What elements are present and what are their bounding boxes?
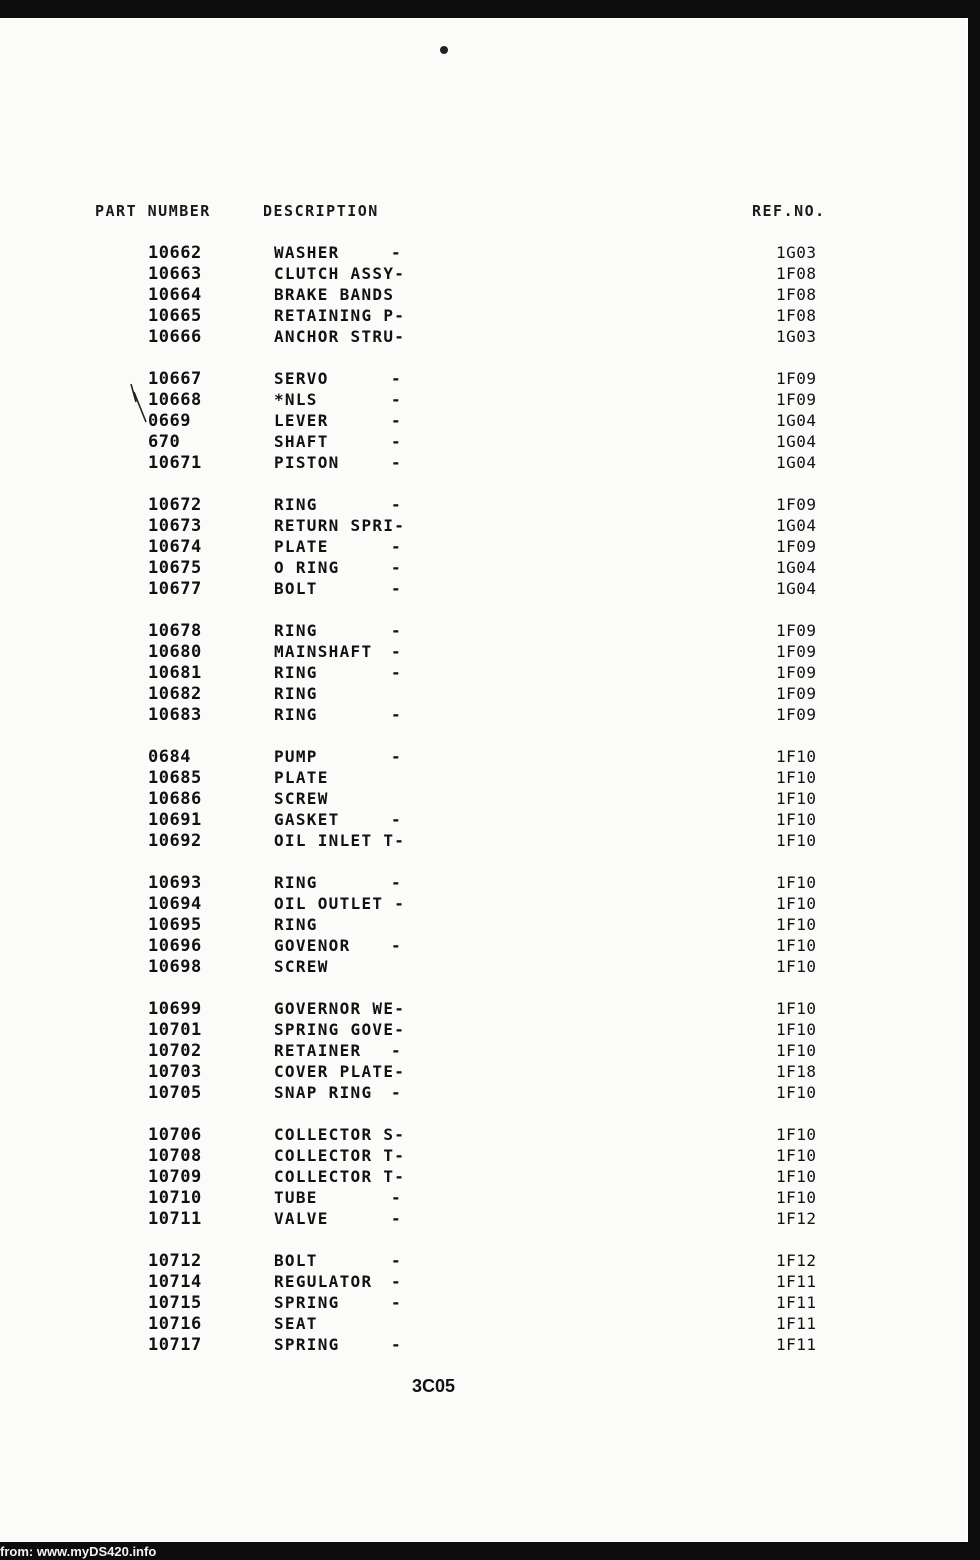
table-row [0,495,966,516]
part-number-cell: 10680 [148,642,202,662]
description-cell: RETURN SPRI- [274,516,406,535]
table-row [0,411,966,432]
description-cell: SERVO [274,369,329,388]
ref-no-cell: 1F09 [776,684,817,703]
ref-no-cell: 1G04 [776,579,817,598]
ref-no-cell: 1F18 [776,1062,817,1081]
part-number-cell: 10692 [148,831,202,851]
page-code: 3C05 [412,1376,456,1396]
table-row [0,663,966,684]
ref-no-cell: 1F10 [776,1167,817,1186]
table-row [0,789,966,810]
description-cell: COLLECTOR T- [274,1167,406,1186]
part-number-cell: 10693 [148,873,202,893]
table-row [0,390,966,411]
part-number-cell: 10701 [148,1020,202,1040]
part-number-cell: 10678 [148,621,202,641]
description-cell: BOLT [274,579,318,598]
description-cell: RING [274,621,318,640]
table-row [0,327,966,348]
ref-no-cell: 1F08 [776,306,817,325]
part-number-cell: 10716 [148,1314,202,1334]
continuation-dash: - [391,453,401,472]
ref-no-cell: 1F10 [776,789,817,808]
part-number-cell: 10691 [148,810,202,830]
part-number-cell: 10663 [148,264,202,284]
description-cell: MAINSHAFT [274,642,373,661]
ref-no-cell: 1G04 [776,558,817,577]
ref-no-cell: 1F10 [776,1125,817,1144]
table-row [0,705,966,726]
description-cell: COLLECTOR T- [274,1146,406,1165]
continuation-dash: - [391,747,401,766]
continuation-dash: - [391,495,401,514]
description-cell: PISTON [274,453,340,472]
continuation-dash: - [391,1209,401,1228]
continuation-dash: - [391,243,401,262]
part-number-cell: 10698 [148,957,202,977]
ref-no-cell: 1G04 [776,453,817,472]
column-header-ref-no: REF.NO. [752,202,826,220]
description-cell: WASHER [274,243,340,262]
continuation-dash: - [391,873,401,892]
ref-no-cell: 1F10 [776,999,817,1018]
part-number-cell: 10681 [148,663,202,683]
table-row [0,537,966,558]
table-row [0,243,966,264]
column-header-description: DESCRIPTION [263,202,379,220]
part-number-cell: 10675 [148,558,202,578]
description-cell: LEVER [274,411,329,430]
description-cell: RING [274,495,318,514]
description-cell: ANCHOR STRU- [274,327,406,346]
continuation-dash: - [391,369,401,388]
continuation-dash: - [391,663,401,682]
table-row [0,1062,966,1083]
description-cell: PLATE [274,537,329,556]
ref-no-cell: 1F11 [776,1272,817,1291]
part-number-cell: 10699 [148,999,202,1019]
description-cell: RETAINING P- [274,306,406,325]
table-row [0,1251,966,1272]
continuation-dash: - [391,642,401,661]
part-number-cell: 10712 [148,1251,202,1271]
continuation-dash: - [391,1188,401,1207]
table-row [0,957,966,978]
continuation-dash: - [391,1272,401,1291]
description-cell: SCREW [274,789,329,808]
part-number-cell: 10666 [148,327,202,347]
description-cell: RING [274,663,318,682]
source-watermark: from: www.myDS420.info [0,1544,157,1559]
continuation-dash: - [391,411,401,430]
part-number-cell: 10709 [148,1167,202,1187]
continuation-dash: - [391,621,401,640]
part-number-cell: 10662 [148,243,202,263]
part-number-cell: 10702 [148,1041,202,1061]
part-number-cell: 10694 [148,894,202,914]
table-row [0,306,966,327]
part-number-cell: 10711 [148,1209,202,1229]
description-cell: RING [274,684,318,703]
part-number-cell: 10710 [148,1188,202,1208]
ref-no-cell: 1F09 [776,705,817,724]
description-cell: GOVENOR [274,936,351,955]
part-number-cell: 10706 [148,1125,202,1145]
part-number-cell: 10715 [148,1293,202,1313]
ref-no-cell: 1F08 [776,285,817,304]
table-row [0,1272,966,1293]
hole-punch-dot [440,46,448,54]
ref-no-cell: 1F10 [776,1020,817,1039]
table-row [0,1209,966,1230]
ref-no-cell: 1F09 [776,495,817,514]
description-cell: RING [274,705,318,724]
table-row [0,768,966,789]
table-row [0,579,966,600]
description-cell: SEAT [274,1314,318,1333]
table-row [0,1125,966,1146]
ref-no-cell: 1F10 [776,894,817,913]
part-number-cell: 10695 [148,915,202,935]
ref-no-cell: 1F10 [776,1041,817,1060]
table-row [0,810,966,831]
ref-no-cell: 1F10 [776,873,817,892]
part-number-cell: 10671 [148,453,202,473]
description-cell: PLATE [274,768,329,787]
table-row [0,1146,966,1167]
description-cell: SPRING [274,1293,340,1312]
table-row [0,936,966,957]
description-cell: BOLT [274,1251,318,1270]
description-cell: SNAP RING [274,1083,373,1102]
description-cell: REGULATOR [274,1272,373,1291]
scan-border-right [968,0,980,1560]
ref-no-cell: 1F11 [776,1335,817,1354]
table-row [0,1083,966,1104]
part-number-cell: 10696 [148,936,202,956]
description-cell: *NLS [274,390,318,409]
description-cell: SHAFT [274,432,329,451]
ref-no-cell: 1F09 [776,369,817,388]
ref-no-cell: 1G04 [776,432,817,451]
part-number-cell: 10705 [148,1083,202,1103]
continuation-dash: - [391,1335,401,1354]
ref-no-cell: 1F10 [776,810,817,829]
ref-no-cell: 1G04 [776,411,817,430]
continuation-dash: - [391,432,401,451]
ref-no-cell: 1F10 [776,915,817,934]
continuation-dash: - [391,579,401,598]
table-row [0,1020,966,1041]
part-number-cell: 10682 [148,684,202,704]
description-cell: RING [274,915,318,934]
ref-no-cell: 1F09 [776,642,817,661]
description-cell: OIL INLET T- [274,831,406,850]
description-cell: O RING [274,558,340,577]
part-number-cell: 10665 [148,306,202,326]
description-cell: SPRING GOVE- [274,1020,406,1039]
table-row [0,1314,966,1335]
part-number-cell: 10686 [148,789,202,809]
table-row [0,642,966,663]
description-cell: VALVE [274,1209,329,1228]
part-number-cell: 0684 [148,747,191,767]
description-cell: TUBE [274,1188,318,1207]
ref-no-cell: 1G04 [776,516,817,535]
ref-no-cell: 1F10 [776,747,817,766]
table-row [0,621,966,642]
ref-no-cell: 1F09 [776,390,817,409]
part-number-cell: 10677 [148,579,202,599]
part-number-cell: 670 [148,432,181,452]
table-row [0,873,966,894]
ref-no-cell: 1F11 [776,1293,817,1312]
description-cell: COVER PLATE- [274,1062,406,1081]
description-cell: BRAKE BANDS [274,285,395,304]
description-cell: RETAINER [274,1041,362,1060]
ref-no-cell: 1F10 [776,1083,817,1102]
ref-no-cell: 1F10 [776,1188,817,1207]
part-number-cell: 10708 [148,1146,202,1166]
continuation-dash: - [391,705,401,724]
table-row [0,1167,966,1188]
part-number-cell: 10717 [148,1335,202,1355]
ref-no-cell: 1F10 [776,768,817,787]
description-cell: COLLECTOR S- [274,1125,406,1144]
ref-no-cell: 1F08 [776,264,817,283]
part-number-cell: 10674 [148,537,202,557]
part-number-cell: 10683 [148,705,202,725]
table-row [0,264,966,285]
description-cell: GOVERNOR WE- [274,999,406,1018]
part-number-cell: 10714 [148,1272,202,1292]
ref-no-cell: 1F12 [776,1251,817,1270]
table-row [0,894,966,915]
table-row [0,1293,966,1314]
continuation-dash: - [391,558,401,577]
table-row [0,285,966,306]
description-cell: OIL OUTLET - [274,894,406,913]
continuation-dash: - [391,537,401,556]
continuation-dash: - [391,1041,401,1060]
description-cell: GASKET [274,810,340,829]
ref-no-cell: 1F09 [776,537,817,556]
ref-no-cell: 1F09 [776,663,817,682]
table-row [0,558,966,579]
ref-no-cell: 1F10 [776,957,817,976]
description-cell: SCREW [274,957,329,976]
description-cell: PUMP [274,747,318,766]
part-number-cell: 10672 [148,495,202,515]
continuation-dash: - [391,390,401,409]
part-number-cell: 10685 [148,768,202,788]
ref-no-cell: 1F10 [776,831,817,850]
table-row [0,684,966,705]
continuation-dash: - [391,810,401,829]
table-row [0,369,966,390]
table-row [0,432,966,453]
ref-no-cell: 1F10 [776,1146,817,1165]
scan-border-top [0,0,980,18]
continuation-dash: - [391,1083,401,1102]
table-row [0,915,966,936]
description-cell: RING [274,873,318,892]
ref-no-cell: 1F10 [776,936,817,955]
table-row [0,999,966,1020]
column-header-part-number: PART NUMBER [95,202,211,220]
table-row [0,453,966,474]
table-row [0,1041,966,1062]
table-row [0,831,966,852]
part-number-cell: 0669 [148,411,191,431]
ref-no-cell: 1G03 [776,327,817,346]
part-number-cell: 10664 [148,285,202,305]
table-row [0,1188,966,1209]
description-cell: CLUTCH ASSY- [274,264,406,283]
ref-no-cell: 1F09 [776,621,817,640]
part-number-cell: 10703 [148,1062,202,1082]
description-cell: SPRING [274,1335,340,1354]
ref-no-cell: 1G03 [776,243,817,262]
part-number-cell: 10673 [148,516,202,536]
continuation-dash: - [391,1251,401,1270]
part-number-cell: 10668 [148,390,202,410]
table-row [0,516,966,537]
ref-no-cell: 1F12 [776,1209,817,1228]
table-row [0,747,966,768]
ref-no-cell: 1F11 [776,1314,817,1333]
continuation-dash: - [391,936,401,955]
table-row [0,1335,966,1356]
continuation-dash: - [391,1293,401,1312]
part-number-cell: 10667 [148,369,202,389]
